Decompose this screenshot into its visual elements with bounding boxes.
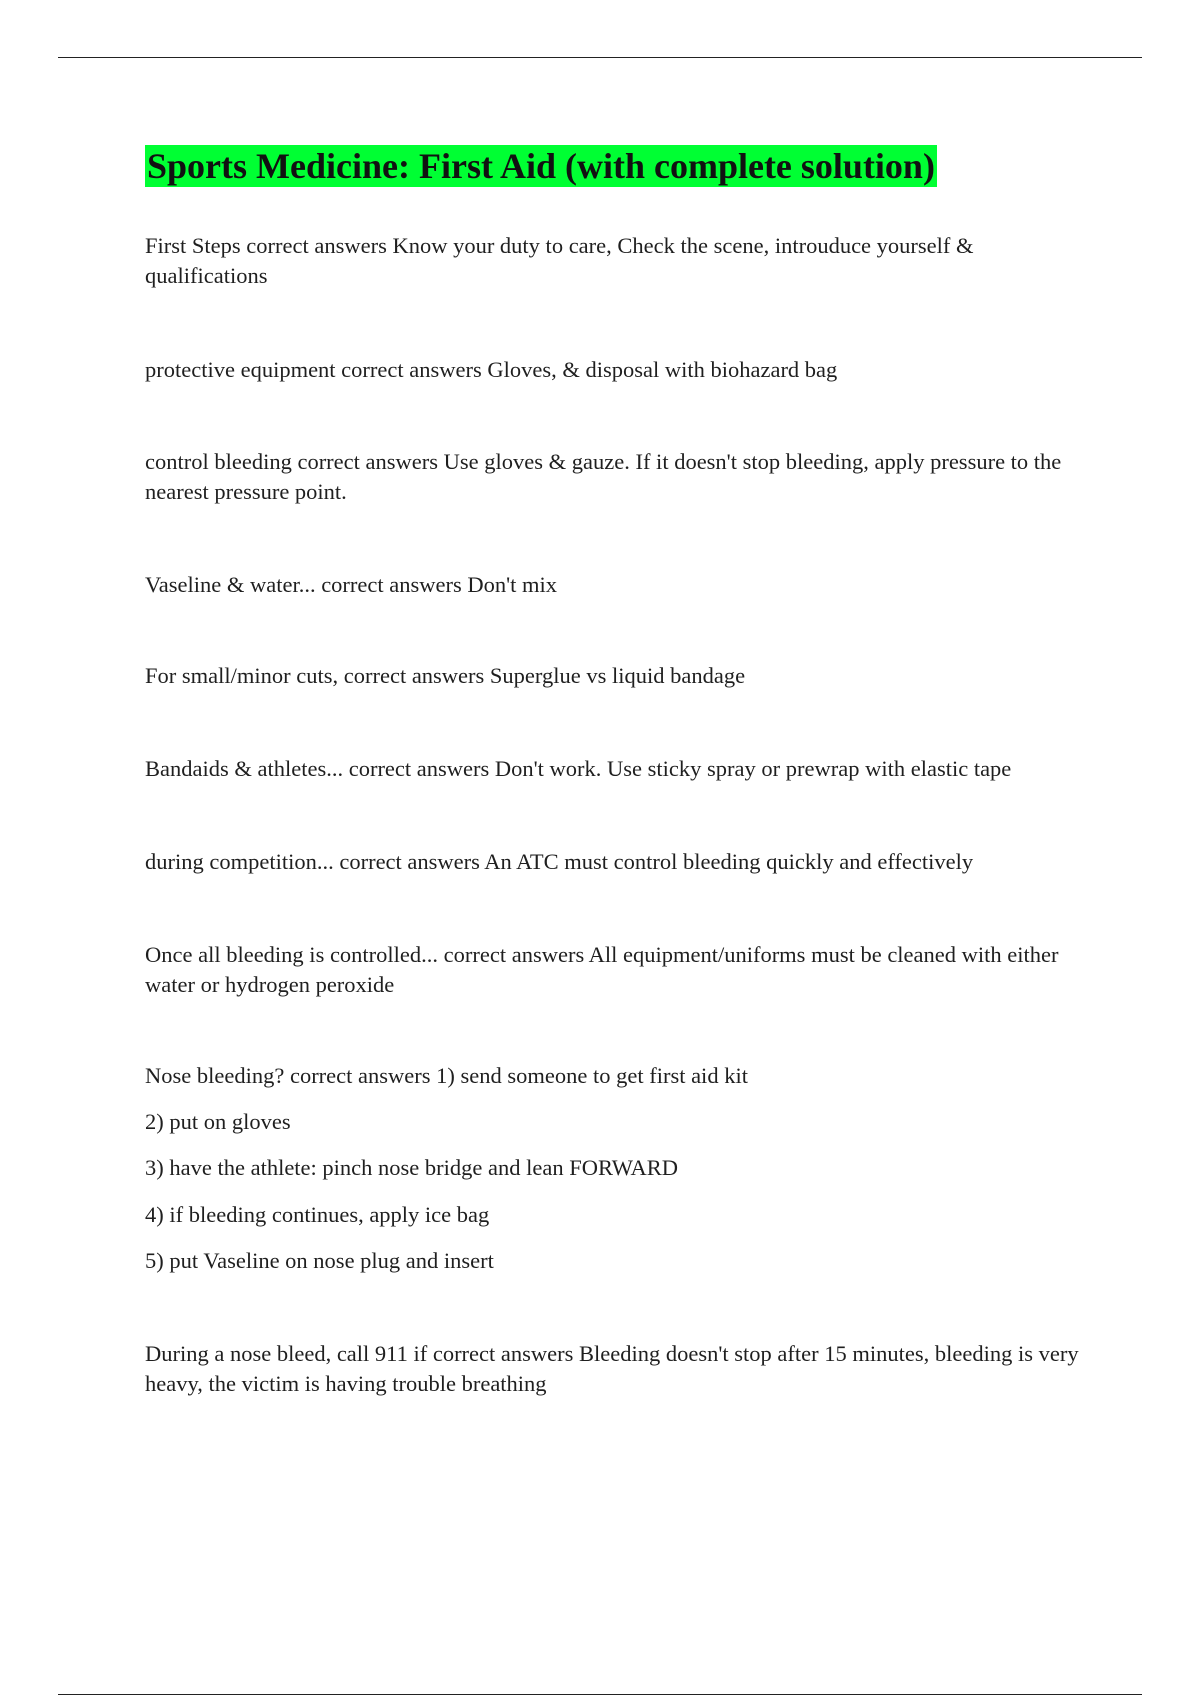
bottom-rule — [58, 1694, 1142, 1695]
qa-control-bleeding: control bleeding correct answers Use gloves & gauze. If it doesn't stop bleeding, apply pressure to the nearest pressure point. — [145, 449, 1062, 504]
qa-nose-bleeding: Nose bleeding? correct answers 1) send someone to get first aid kit — [145, 1063, 748, 1088]
top-rule — [58, 57, 1142, 58]
document-title: Sports Medicine: First Aid (with complete solution) — [147, 146, 935, 186]
qa-vaseline-water: Vaseline & water... correct answers Don't mix — [145, 572, 558, 597]
qa-first-steps: First Steps correct answers Know your duty to care, Check the scene, introuduce yourself & qualifications — [145, 233, 974, 288]
nose-bleeding-step: 4) if bleeding continues, apply ice bag — [145, 1202, 490, 1227]
qa-call-911: During a nose bleed, call 911 if correct answers Bleeding doesn't stop after 15 minutes, bleeding is very heavy, the victim is having trouble breathing — [145, 1341, 1079, 1396]
qa-bleeding-controlled: Once all bleeding is controlled... correct answers All equipment/uniforms must be cleaned with either water or hydrogen peroxide — [145, 942, 1059, 997]
nose-bleeding-step: 2) put on gloves — [145, 1109, 291, 1134]
nose-bleeding-step: 5) put Vaseline on nose plug and insert — [145, 1248, 494, 1273]
qa-during-competition: during competition... correct answers An ATC must control bleeding quickly and effectively — [145, 849, 974, 874]
qa-protective-equipment: protective equipment correct answers Gloves, & disposal with biohazard bag — [145, 357, 838, 382]
qa-minor-cuts: For small/minor cuts, correct answers Superglue vs liquid bandage — [145, 663, 746, 688]
qa-bandaids-athletes: Bandaids & athletes... correct answers Don't work. Use sticky spray or prewrap with elastic tape — [145, 756, 1012, 781]
nose-bleeding-step: 3) have the athlete: pinch nose bridge and lean FORWARD — [145, 1155, 678, 1180]
